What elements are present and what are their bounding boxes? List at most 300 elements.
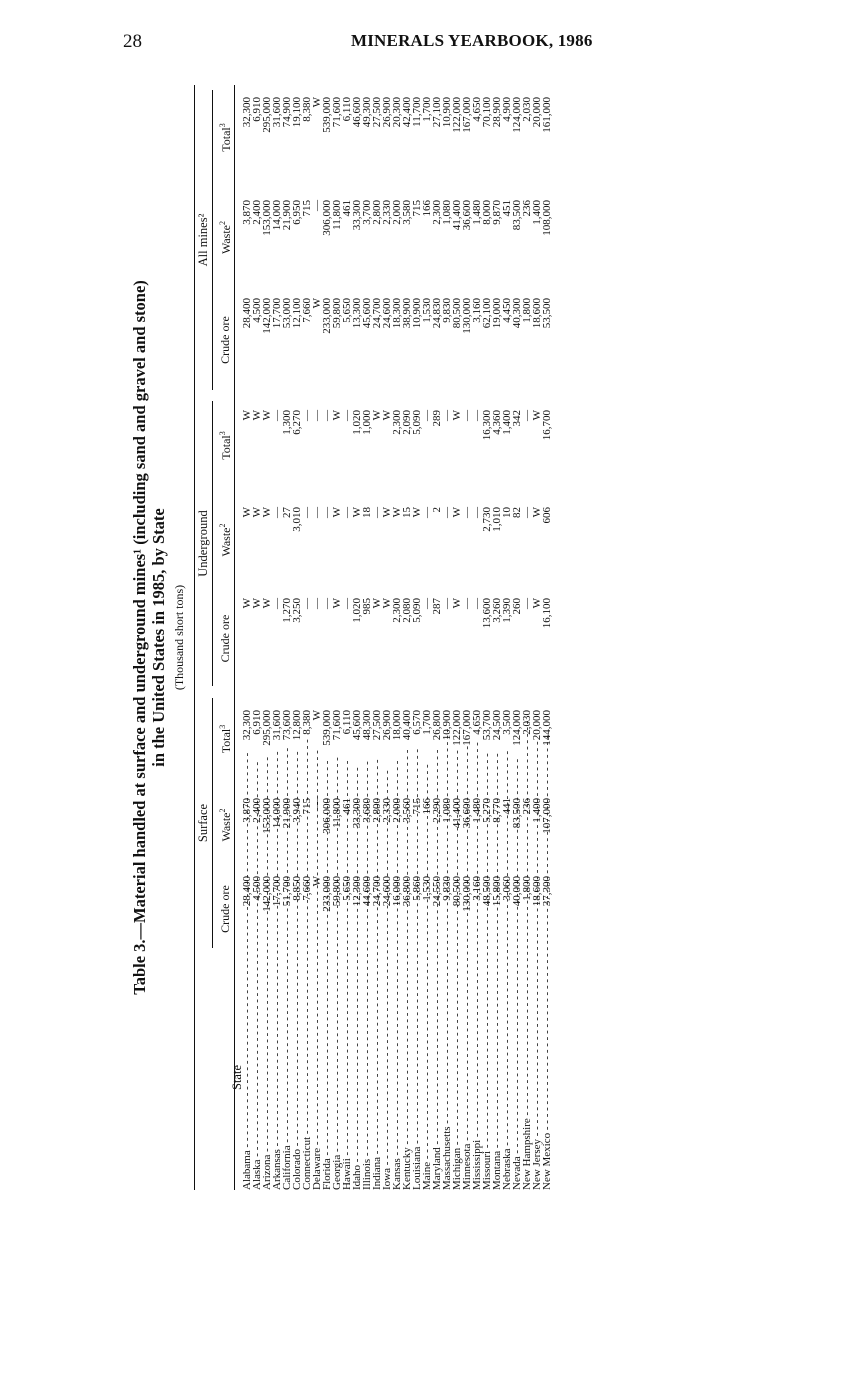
cell-u-waste: W bbox=[451, 507, 463, 518]
cell-u-total: 1,000 bbox=[361, 410, 373, 435]
cell-u-total: 6,270 bbox=[291, 410, 303, 435]
surface-group-rule bbox=[212, 698, 213, 948]
cell-a-crude: 40,300 bbox=[511, 298, 523, 329]
state-name-cell: Idaho - - - bbox=[352, 957, 362, 1190]
cell-a-crude: 17,700 bbox=[271, 298, 283, 329]
cell-u-waste: — bbox=[371, 507, 383, 518]
cell-s-total: 26,900 bbox=[381, 710, 393, 741]
cell-a-crude: 18,600 bbox=[531, 298, 543, 329]
cell-u-total: — bbox=[521, 410, 533, 421]
cell-s-crude: 37,300 bbox=[541, 876, 553, 907]
cell-a-crude: 7,660 bbox=[301, 298, 313, 323]
cell-u-total: W bbox=[331, 410, 343, 421]
cell-s-waste: 153,000 bbox=[261, 798, 273, 834]
table-body bbox=[242, 85, 552, 1190]
cell-a-crude: 24,700 bbox=[371, 298, 383, 329]
cell-u-total: 5,090 bbox=[411, 410, 423, 435]
cell-u-waste: 1,010 bbox=[491, 507, 503, 532]
cell-s-waste: 2,800 bbox=[371, 798, 383, 823]
cell-s-crude: 48,500 bbox=[481, 876, 493, 907]
cell-a-total: 19,100 bbox=[291, 97, 303, 128]
cell-a-waste: — bbox=[311, 200, 323, 211]
cell-s-waste: 306,000 bbox=[321, 798, 333, 834]
cell-u-waste: 27 bbox=[281, 507, 293, 518]
cell-s-crude: 1,530 bbox=[421, 876, 433, 901]
cell-u-crude: — bbox=[341, 598, 353, 609]
cell-s-crude: 5,650 bbox=[341, 876, 353, 901]
cell-a-crude: 13,300 bbox=[351, 298, 363, 329]
col-header-underground-total: Total$^3$ bbox=[218, 431, 233, 460]
cell-s-total: 6,570 bbox=[411, 710, 423, 735]
cell-a-crude: 28,400 bbox=[241, 298, 253, 329]
cell-s-total: 12,800 bbox=[291, 710, 303, 741]
cell-s-crude: 44,600 bbox=[361, 876, 373, 907]
cell-a-waste: 1,480 bbox=[471, 200, 483, 225]
cell-a-waste: 14,000 bbox=[271, 200, 283, 231]
col-header-surface-waste: Waste$^2$ bbox=[218, 808, 233, 842]
state-name-cell: Kansas - - - bbox=[392, 957, 402, 1190]
cell-a-crude: 53,500 bbox=[541, 298, 553, 329]
cell-u-waste: W bbox=[331, 507, 343, 518]
rotated-table-block bbox=[130, 85, 650, 1190]
col-header-surface-crude: Crude ore bbox=[218, 885, 232, 933]
cell-u-crude: W bbox=[371, 598, 383, 609]
cell-s-total: 27,500 bbox=[371, 710, 383, 741]
cell-u-total: W bbox=[371, 410, 383, 421]
cell-a-total: 295,000 bbox=[261, 97, 273, 133]
cell-a-waste: 108,000 bbox=[541, 200, 553, 236]
cell-s-crude: 24,550 bbox=[431, 876, 443, 907]
cell-u-total: — bbox=[271, 410, 283, 421]
state-name-cell: Arkansas - - - bbox=[272, 957, 282, 1190]
cell-u-waste: — bbox=[441, 507, 453, 518]
cell-s-crude: 16,000 bbox=[391, 876, 403, 907]
cell-a-waste: 461 bbox=[341, 200, 353, 217]
cell-u-crude: 3,260 bbox=[491, 598, 503, 623]
state-name-cell: Nevada - - - bbox=[512, 957, 522, 1190]
cell-s-crude: W bbox=[311, 876, 323, 887]
cell-u-total: W bbox=[251, 410, 263, 421]
cell-u-crude: W bbox=[331, 598, 343, 609]
cell-s-waste: 2,290 bbox=[431, 798, 443, 823]
cell-u-total: 289 bbox=[431, 410, 443, 427]
cell-a-waste: 8,000 bbox=[481, 200, 493, 225]
cell-a-crude: 24,600 bbox=[381, 298, 393, 329]
cell-a-waste: 33,300 bbox=[351, 200, 363, 231]
cell-a-crude: 45,600 bbox=[361, 298, 373, 329]
cell-s-crude: 17,700 bbox=[271, 876, 283, 907]
cell-u-total: — bbox=[321, 410, 333, 421]
cell-a-waste: 451 bbox=[501, 200, 513, 217]
cell-s-waste: 14,000 bbox=[271, 798, 283, 829]
cell-s-total: 31,600 bbox=[271, 710, 283, 741]
cell-s-waste: 5,270 bbox=[481, 798, 493, 823]
cell-a-total: 2,030 bbox=[521, 97, 533, 122]
col-label: Total bbox=[219, 728, 233, 754]
cell-u-crude: — bbox=[321, 598, 333, 609]
cell-u-crude: W bbox=[261, 598, 273, 609]
cell-u-waste: 10 bbox=[501, 507, 513, 518]
cell-s-waste: 3,560 bbox=[401, 798, 413, 823]
cell-a-total: 161,000 bbox=[541, 97, 553, 133]
cell-a-waste: 83,500 bbox=[511, 200, 523, 231]
cell-a-crude: 4,450 bbox=[501, 298, 513, 323]
cell-u-waste: W bbox=[261, 507, 273, 518]
cell-u-crude: 13,600 bbox=[481, 598, 493, 629]
col-header-all-crude: Crude ore bbox=[218, 316, 232, 364]
cell-a-waste: 3,870 bbox=[241, 200, 253, 225]
cell-a-total: 11,700 bbox=[411, 97, 423, 127]
cell-u-total: 16,300 bbox=[481, 410, 493, 441]
cell-u-waste: W bbox=[381, 507, 393, 518]
state-name-cell: Florida - - - bbox=[322, 957, 332, 1190]
cell-s-total: 26,800 bbox=[431, 710, 443, 741]
state-name-cell: Hawaii - - - bbox=[342, 957, 352, 1190]
cell-u-crude: W bbox=[251, 598, 263, 609]
cell-u-total: 16,700 bbox=[541, 410, 553, 441]
cell-s-crude: 233,000 bbox=[321, 876, 333, 912]
cell-s-total: 167,000 bbox=[461, 710, 473, 746]
cell-s-total: 1,700 bbox=[421, 710, 433, 735]
cell-u-total: 2,090 bbox=[401, 410, 413, 435]
state-name-cell: Massachusetts - - - bbox=[442, 957, 452, 1190]
cell-u-total: W bbox=[241, 410, 253, 421]
cell-u-waste: — bbox=[311, 507, 323, 518]
state-name-cell: Kentucky - - - bbox=[402, 957, 412, 1190]
cell-u-crude: 3,250 bbox=[291, 598, 303, 623]
cell-u-crude: 16,100 bbox=[541, 598, 553, 629]
cell-a-total: 122,000 bbox=[451, 97, 463, 133]
cell-a-total: 27,100 bbox=[431, 97, 443, 128]
cell-u-total: — bbox=[311, 410, 323, 421]
group-header-underground: Underground bbox=[196, 510, 210, 577]
cell-a-waste: 1,400 bbox=[531, 200, 543, 225]
state-name-cell: Arizona - - - bbox=[262, 957, 272, 1190]
cell-s-total: 20,000 bbox=[531, 710, 543, 741]
cell-s-crude: 4,500 bbox=[251, 876, 263, 901]
cell-u-crude: — bbox=[471, 598, 483, 609]
cell-s-crude: 3,060 bbox=[501, 876, 513, 901]
cell-a-crude: 38,900 bbox=[401, 298, 413, 329]
cell-a-waste: 715 bbox=[301, 200, 313, 217]
cell-s-crude: 15,800 bbox=[491, 876, 503, 907]
cell-s-crude: 1,800 bbox=[521, 876, 533, 901]
state-name-cell: Georgia - - - bbox=[332, 957, 342, 1190]
cell-s-waste: 715 bbox=[411, 798, 423, 815]
cell-u-total: 342 bbox=[511, 410, 523, 427]
table-title-line-2: in the United States in 1985, by State bbox=[149, 508, 168, 767]
cell-u-waste: 18 bbox=[361, 507, 373, 518]
cell-a-total: 46,600 bbox=[351, 97, 363, 128]
group-header-surface: Surface bbox=[196, 803, 210, 843]
cell-u-waste: W bbox=[411, 507, 423, 518]
col-label: Total bbox=[219, 435, 233, 460]
cell-a-total: W bbox=[311, 97, 323, 108]
cell-a-waste: 1,080 bbox=[441, 200, 453, 225]
cell-s-total: 539,000 bbox=[321, 710, 333, 746]
page-number: 28 bbox=[123, 31, 142, 52]
cell-u-waste: — bbox=[321, 507, 333, 518]
cell-a-waste: 3,700 bbox=[361, 200, 373, 225]
cell-s-total: 71,600 bbox=[331, 710, 343, 741]
cell-a-crude: 3,160 bbox=[471, 298, 483, 323]
cell-a-crude: 19,000 bbox=[491, 298, 503, 329]
state-name-cell: Montana - - - bbox=[492, 957, 502, 1190]
table-top-rule bbox=[194, 85, 195, 1190]
state-name-cell: Michigan - - - bbox=[452, 957, 462, 1190]
cell-u-total: 1,020 bbox=[351, 410, 363, 435]
table-title bbox=[130, 85, 168, 1190]
state-name-cell: Maine - - - bbox=[422, 957, 432, 1190]
cell-a-total: 4,900 bbox=[501, 97, 513, 122]
cell-s-total: 24,500 bbox=[491, 710, 503, 741]
cell-u-total: 4,360 bbox=[491, 410, 503, 435]
cell-s-waste: 2,000 bbox=[391, 798, 403, 823]
cell-a-total: 20,300 bbox=[391, 97, 403, 128]
cell-a-crude: 24,830 bbox=[431, 298, 443, 329]
cell-s-waste: 21,900 bbox=[281, 798, 293, 829]
all-mines-group-rule bbox=[212, 90, 213, 390]
cell-u-total: — bbox=[461, 410, 473, 421]
cell-a-crude: 12,100 bbox=[291, 298, 303, 329]
cell-a-crude: 59,800 bbox=[331, 298, 343, 329]
cell-a-waste: 2,400 bbox=[251, 200, 263, 225]
cell-u-waste: W bbox=[241, 507, 253, 518]
col-header-all-waste: Waste$^2$ bbox=[218, 220, 233, 255]
cell-a-crude: 1,800 bbox=[521, 298, 533, 323]
cell-a-total: 124,000 bbox=[511, 97, 523, 133]
state-name-cell: Louisiana - - - bbox=[412, 957, 422, 1190]
cell-a-total: 26,900 bbox=[381, 97, 393, 128]
cell-s-total: 6,910 bbox=[251, 710, 263, 735]
table-subtitle: (Thousand short tons) bbox=[172, 584, 186, 691]
cell-s-crude: 28,400 bbox=[241, 876, 253, 907]
cell-s-total: 45,600 bbox=[351, 710, 363, 741]
cell-u-waste: 2 bbox=[431, 507, 443, 513]
cell-a-waste: 11,800 bbox=[331, 200, 343, 230]
state-name-cell: Connecticut - - - bbox=[302, 957, 312, 1190]
cell-u-total: W bbox=[451, 410, 463, 421]
cell-s-crude: 142,000 bbox=[261, 876, 273, 912]
cell-s-total: 144,000 bbox=[541, 710, 553, 746]
cell-u-waste: — bbox=[461, 507, 473, 518]
cell-u-crude: 1,270 bbox=[281, 598, 293, 623]
cell-a-waste: 153,000 bbox=[261, 200, 273, 236]
cell-u-waste: W bbox=[531, 507, 543, 518]
cell-u-crude: W bbox=[241, 598, 253, 609]
col-header-all-total: Total$^3$ bbox=[218, 123, 233, 152]
cell-u-crude: — bbox=[311, 598, 323, 609]
cell-a-total: 6,910 bbox=[251, 97, 263, 122]
cell-a-total: 49,300 bbox=[361, 97, 373, 128]
cell-s-waste: 8,770 bbox=[491, 798, 503, 823]
cell-u-total: — bbox=[301, 410, 313, 421]
state-name-cell: Iowa - - - bbox=[382, 957, 392, 1190]
cell-u-waste: — bbox=[521, 507, 533, 518]
cell-s-total: 3,500 bbox=[501, 710, 513, 735]
cell-s-total: 18,000 bbox=[391, 710, 403, 741]
cell-s-total: 40,400 bbox=[401, 710, 413, 741]
cell-s-waste: 1,480 bbox=[471, 798, 483, 823]
cell-s-waste: 107,000 bbox=[541, 798, 553, 834]
col-label: Total bbox=[219, 127, 233, 152]
cell-s-waste: 2,330 bbox=[381, 798, 393, 823]
cell-a-total: 6,110 bbox=[341, 97, 353, 122]
cell-s-total: 122,000 bbox=[451, 710, 463, 746]
cell-a-total: 1,700 bbox=[421, 97, 433, 122]
cell-u-waste: 15 bbox=[401, 507, 413, 518]
state-name-cell: California - - - bbox=[282, 957, 292, 1190]
cell-u-crude: — bbox=[521, 598, 533, 609]
cell-u-waste: — bbox=[421, 507, 433, 518]
cell-s-total: W bbox=[311, 710, 323, 721]
cell-a-total: 167,000 bbox=[461, 97, 473, 133]
cell-s-crude: 9,830 bbox=[441, 876, 453, 901]
cell-s-total: 4,650 bbox=[471, 710, 483, 735]
cell-a-waste: 6,950 bbox=[291, 200, 303, 225]
cell-u-crude: 985 bbox=[361, 598, 373, 615]
cell-a-crude: 9,830 bbox=[441, 298, 453, 323]
cell-u-total: 2,300 bbox=[391, 410, 403, 435]
cell-u-waste: 3,010 bbox=[291, 507, 303, 532]
cell-a-crude: 18,300 bbox=[391, 298, 403, 329]
cell-u-crude: — bbox=[271, 598, 283, 609]
cell-a-total: 31,600 bbox=[271, 97, 283, 128]
cell-s-waste: 11,800 bbox=[331, 798, 343, 828]
cell-u-total: W bbox=[381, 410, 393, 421]
cell-u-total: — bbox=[341, 410, 353, 421]
col-header-surface-total: Total$^3$ bbox=[218, 724, 233, 754]
col-label: Waste bbox=[219, 224, 233, 255]
cell-s-total: 53,700 bbox=[481, 710, 493, 741]
cell-s-waste: 1,400 bbox=[531, 798, 543, 823]
cell-a-waste: 2,330 bbox=[381, 200, 393, 225]
cell-u-crude: — bbox=[441, 598, 453, 609]
cell-s-waste: 166 bbox=[421, 798, 433, 815]
cell-a-total: 4,650 bbox=[471, 97, 483, 122]
cell-a-total: 32,300 bbox=[241, 97, 253, 128]
cell-s-crude: 5,860 bbox=[411, 876, 423, 901]
state-name-cell: Mississippi - - - bbox=[472, 957, 482, 1190]
cell-s-total: 32,300 bbox=[241, 710, 253, 741]
cell-a-total: 27,500 bbox=[371, 97, 383, 128]
state-name-cell: Colorado - - - bbox=[292, 957, 302, 1190]
cell-a-total: 74,900 bbox=[281, 97, 293, 128]
cell-s-waste: 1,080 bbox=[441, 798, 453, 823]
cell-u-crude: 1,020 bbox=[351, 598, 363, 623]
cell-s-total: 8,380 bbox=[301, 710, 313, 735]
cell-a-total: 539,000 bbox=[321, 97, 333, 133]
cell-u-waste: 2,730 bbox=[481, 507, 493, 532]
table-row bbox=[542, 85, 552, 1190]
cell-s-total: 295,000 bbox=[261, 710, 273, 746]
cell-a-waste: 3,580 bbox=[401, 200, 413, 225]
cell-a-waste: 9,870 bbox=[491, 200, 503, 225]
cell-a-crude: 1,530 bbox=[421, 298, 433, 323]
cell-u-crude: — bbox=[421, 598, 433, 609]
cell-u-waste: — bbox=[301, 507, 313, 518]
state-name-cell: Maryland - - - bbox=[432, 957, 442, 1190]
cell-u-crude: 2,300 bbox=[391, 598, 403, 623]
cell-a-total: 71,600 bbox=[331, 97, 343, 128]
cell-s-waste: 3,870 bbox=[241, 798, 253, 823]
cell-s-crude: 3,160 bbox=[471, 876, 483, 901]
cell-s-crude: 18,600 bbox=[531, 876, 543, 907]
cell-u-total: W bbox=[261, 410, 273, 421]
state-name-cell: Missouri - - - bbox=[482, 957, 492, 1190]
cell-u-crude: 5,090 bbox=[411, 598, 423, 623]
cell-a-crude: 4,500 bbox=[251, 298, 263, 323]
cell-s-crude: 36,800 bbox=[401, 876, 413, 907]
cell-s-waste: 461 bbox=[341, 798, 353, 815]
cell-u-total: 1,300 bbox=[281, 410, 293, 435]
underground-group-rule bbox=[212, 401, 213, 686]
cell-u-crude: — bbox=[301, 598, 313, 609]
cell-s-crude: 24,700 bbox=[371, 876, 383, 907]
cell-s-total: 124,000 bbox=[511, 710, 523, 746]
cell-a-crude: 80,500 bbox=[451, 298, 463, 329]
cell-a-crude: 5,650 bbox=[341, 298, 353, 323]
cell-u-waste: — bbox=[471, 507, 483, 518]
cell-a-total: 8,380 bbox=[301, 97, 313, 122]
cell-a-crude: 10,900 bbox=[411, 298, 423, 329]
cell-u-crude: W bbox=[451, 598, 463, 609]
state-name-cell: Delaware - - - bbox=[312, 957, 322, 1190]
state-name-cell: Nebraska - - - bbox=[502, 957, 512, 1190]
cell-s-total: 6,110 bbox=[341, 710, 353, 735]
state-name-cell: New Jersey - - - bbox=[532, 957, 542, 1190]
cell-a-total: 28,900 bbox=[491, 97, 503, 128]
cell-a-crude: 130,000 bbox=[461, 298, 473, 334]
cell-u-total: — bbox=[471, 410, 483, 421]
state-header: State bbox=[230, 1065, 244, 1090]
cell-a-crude: 142,000 bbox=[261, 298, 273, 334]
cell-a-total: 10,900 bbox=[441, 97, 453, 128]
state-name-cell: Minnesota - - - bbox=[462, 957, 472, 1190]
cell-u-crude: W bbox=[531, 598, 543, 609]
cell-a-waste: 236 bbox=[521, 200, 533, 217]
cell-s-crude: 80,500 bbox=[451, 876, 463, 907]
cell-s-waste: 3,680 bbox=[361, 798, 373, 823]
cell-s-crude: 8,850 bbox=[291, 876, 303, 901]
cell-u-waste: — bbox=[271, 507, 283, 518]
cell-a-waste: 36,600 bbox=[461, 200, 473, 231]
group-header-all-mines: All mines² bbox=[196, 213, 210, 267]
cell-u-crude: 1,390 bbox=[501, 598, 513, 623]
state-name-cell: Alaska - - - bbox=[252, 957, 262, 1190]
cell-s-total: 48,300 bbox=[361, 710, 373, 741]
table-header-rule bbox=[234, 85, 235, 1190]
state-name-cell: New Mexico - - - bbox=[542, 957, 552, 1190]
cell-a-total: 20,000 bbox=[531, 97, 543, 128]
col-header-underground-crude: Crude ore bbox=[218, 614, 232, 663]
cell-s-waste: 715 bbox=[301, 798, 313, 815]
cell-u-crude: 260 bbox=[511, 598, 523, 615]
running-head: MINERALS YEARBOOK, 1986 bbox=[351, 31, 593, 50]
cell-s-waste: 236 bbox=[521, 798, 533, 815]
cell-u-waste: W bbox=[351, 507, 363, 518]
col-header-underground-waste: Waste$^2$ bbox=[218, 523, 233, 557]
cell-s-crude: 12,300 bbox=[351, 876, 363, 907]
cell-u-total: — bbox=[421, 410, 433, 421]
cell-a-waste: 41,400 bbox=[451, 200, 463, 231]
state-name-cell: New Hampshire - - - bbox=[522, 957, 532, 1190]
cell-s-waste: 441 bbox=[501, 798, 513, 815]
cell-u-crude: 287 bbox=[431, 598, 443, 615]
cell-s-waste: 3,940 bbox=[291, 798, 303, 823]
cell-a-waste: 306,000 bbox=[321, 200, 333, 236]
cell-s-waste: 2,400 bbox=[251, 798, 263, 823]
